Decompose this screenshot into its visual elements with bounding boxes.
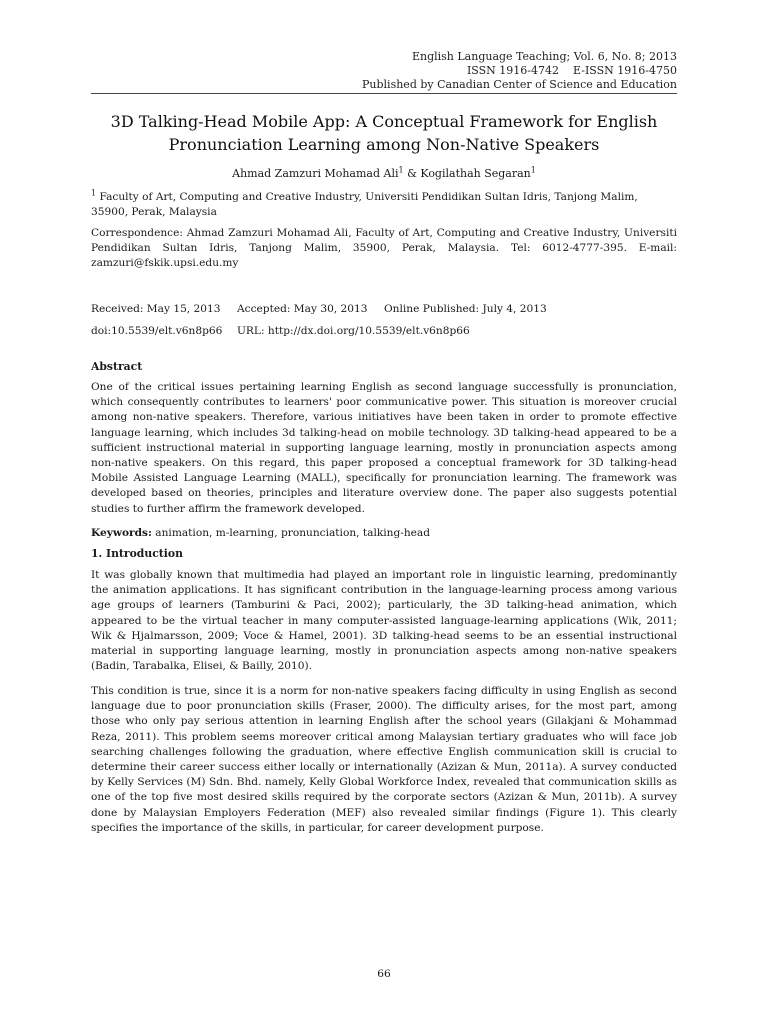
journal-publisher: Published by Canadian Center of Science and Education — [362, 78, 677, 91]
introduction-paragraph: It was globally known that multimedia had played an important role in linguistic learning, predominantly the animation applications. It has significant contribution in the language-learning process among various age groups of learners (Tamburini & Paci, 2002); particularly, the 3D talking-head animation, which appeared to be the virtual teacher in many computer-assisted language-learning applications (Wik, 2011; Wik & Hjalmarsson, 2009; Voce & Hamel, 2001). 3D talking-head seems to be an essential instructional material in supporting language learning, mostly in pronunciation aspects among non-native speakers (Badin, Tarabalka, Elisei, & Bailly, 2010). — [91, 569, 677, 673]
paper-page — [91, 0, 677, 1024]
publication-dates — [91, 298, 547, 342]
received-date: Received: May 15, 2013 — [91, 303, 221, 315]
author-affiliation-mark: 1 — [530, 165, 536, 175]
author-list — [91, 167, 677, 181]
published-date: Online Published: July 4, 2013 — [384, 303, 547, 315]
keywords — [91, 526, 677, 541]
keywords-label: Keywords: — [91, 527, 152, 539]
header-divider — [91, 93, 677, 94]
page-number: 66 — [377, 968, 391, 980]
author-name: Ahmad Zamzuri Mohamad Ali — [232, 167, 399, 180]
affiliation-mark: 1 — [91, 188, 97, 198]
journal-header — [362, 50, 677, 92]
author-separator: & — [403, 167, 421, 180]
paper-title-line-2: Pronunciation Learning among Non-Native Speakers — [168, 135, 600, 154]
doi[interactable]: doi:10.5539/elt.v6n8p66 — [91, 325, 223, 337]
abstract-body: One of the critical issues pertaining learning English as second language successfully is pronunciation, which consequently contributes to learners' poor communicative power. This situation is moreover crucial among non-native speakers. Therefore, various initiatives have been taken in order to promote effective language learning, which includes 3d talking-head on mobile technology. 3D talking-head appeared to be a sufficient instructional material in supporting language learning, mostly in pronunciation aspects among non-native speakers. On this regard, this paper proposed a conceptual framework for 3D talking-head Mobile Assisted Language Learning (MALL), specifically for pronunciation learning. The framework was developed based on theories, principles and literature overview done. The paper also suggests potential studies to further affirm the framework developed. — [91, 381, 677, 515]
accepted-date: Accepted: May 30, 2013 — [237, 303, 368, 315]
keywords-values: animation, m-learning, pronunciation, talking-head — [151, 527, 431, 539]
correspondence: Correspondence: Ahmad Zamzuri Mohamad Ali, Faculty of Art, Computing and Creative Industry, Universiti Pendidikan Sultan Idris, Tanjong Malim, 35900, Perak, Malaysia. Tel: 6012-4777-395. E-mail: zamzuri@fskik.upsi.edu.my — [91, 227, 677, 270]
affiliation — [91, 190, 677, 220]
doi-url-link[interactable]: URL: http://dx.doi.org/10.5539/elt.v6n8p66 — [237, 325, 470, 337]
author-affiliation-mark: 1 — [398, 165, 404, 175]
paper-title — [91, 110, 677, 156]
affiliation-text: Faculty of Art, Computing and Creative Industry, Universiti Pendidikan Sultan Idris, Tanjong Malim, 35900, Perak, Malaysia — [91, 191, 638, 219]
introduction-heading: 1. Introduction — [91, 547, 183, 560]
journal-issn: ISSN 1916-4742 E-ISSN 1916-4750 — [466, 64, 677, 77]
abstract-heading: Abstract — [91, 360, 143, 373]
paper-title-line-1: 3D Talking-Head Mobile App: A Conceptual Framework for English — [110, 112, 658, 131]
journal-citation: English Language Teaching; Vol. 6, No. 8; 2013 — [411, 50, 677, 63]
author-name: Kogilathah Segaran — [420, 167, 531, 180]
introduction-paragraph: This condition is true, since it is a norm for non-native speakers facing difficulty in using English as second language due to poor pronunciation skills (Fraser, 2000). The difficulty arises, for the most part, among those who only pay serious attention in learning English after the school years (Gilakjani & Mohammad Reza, 2011). This problem seems moreover critical among Malaysian tertiary graduates who will face job searching challenges following the graduation, where effective English communication skill is crucial to determine their career success either locally or internationally (Azizan & Mun, 2011a). A survey conducted by Kelly Services (M) Sdn. Bhd. namely, Kelly Global Workforce Index, revealed that communication skills as one of the top five most desired skills required by the corporate sectors (Azizan & Mun, 2011b). A survey done by Malaysian Employers Federation (MEF) also revealed similar findings (Figure 1). This clearly specifies the importance of the skills, in particular, for career development purpose. — [91, 685, 677, 834]
